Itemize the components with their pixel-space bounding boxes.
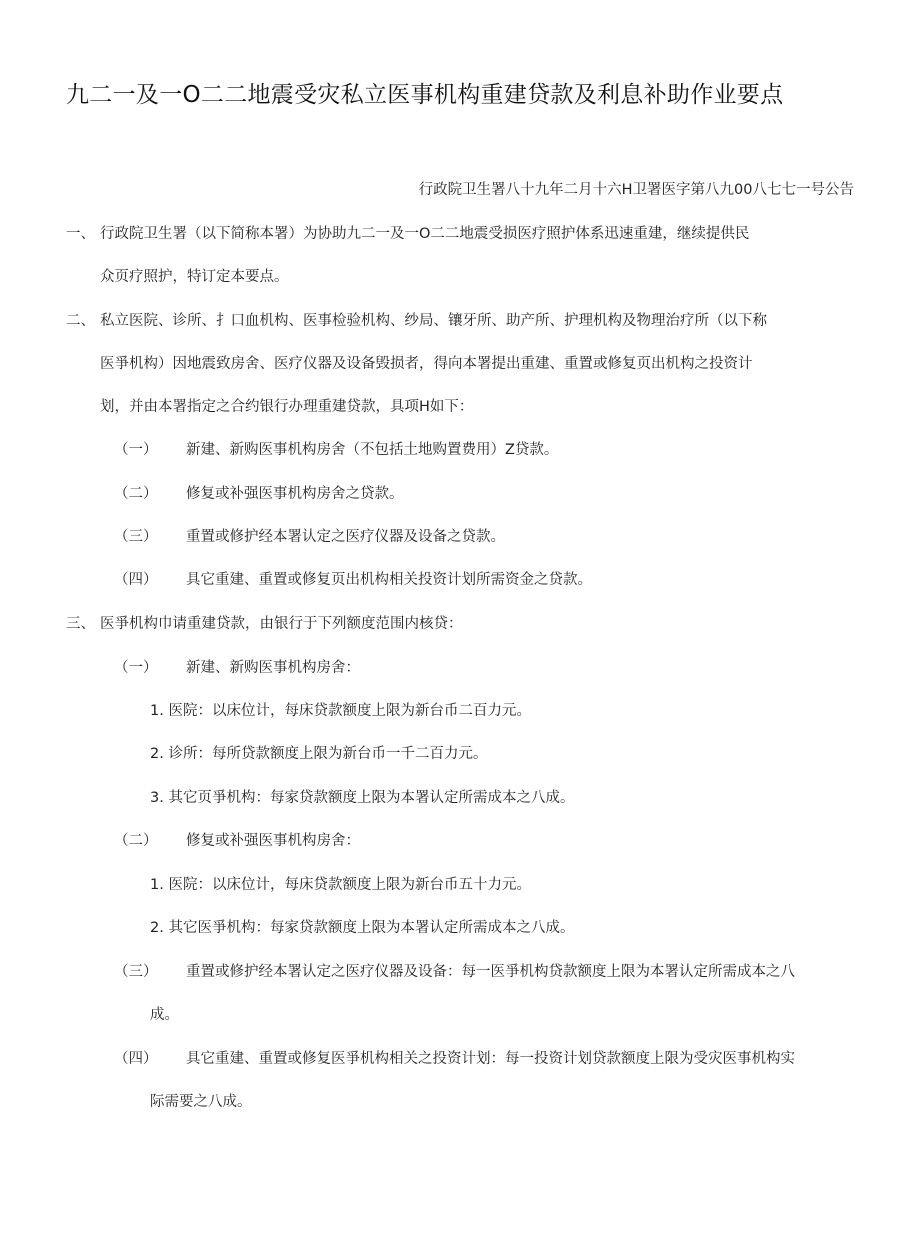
section-3-item-1-label: （一） — [114, 660, 158, 676]
section-2-item-4-label: （四） — [114, 572, 158, 588]
section-3-item-3-cont: 成。 — [150, 1007, 179, 1023]
section-2-item-2-label: （二） — [114, 486, 158, 502]
section-3-item-2-label: （二） — [114, 833, 158, 849]
section-2-item-1-label: （一） — [114, 442, 158, 458]
section-2-item-3-label: （三） — [114, 529, 158, 545]
section-3-marker: 三、 — [66, 616, 95, 632]
section-2-line-3: 划，并由本署指定之合约银行办理重建贷款，具项H如下： — [100, 399, 474, 415]
section-1-line-1: 行政院卫生署（以下简称本署）为协助九二一及一O二二地震受损医疗照护体系迅速重建，继续提供民 — [100, 226, 750, 242]
section-3-item-3-label: （三） — [114, 964, 158, 980]
section-2-item-4-text: 具它重建、重置或修复页出机构相关投资计划所需资金之贷款。 — [186, 572, 592, 588]
section-2-line-2: 医爭机构）因地震致房舍、医疗仪器及设备毁损者，得向本署提出重建、重置或修复页出机构之投资计 — [100, 356, 753, 372]
section-3-item-2-sub-1: 1. 医院：以床位计，每床贷款额度上限为新台币五十力元。 — [150, 877, 531, 893]
section-1-marker: 一、 — [66, 226, 95, 242]
section-3-item-1-sub-3: 3. 其它页爭机构：每家贷款额度上限为本署认定所需成本之八成。 — [150, 790, 575, 806]
section-3-item-4-label: （四） — [114, 1051, 158, 1067]
section-2-item-3-text: 重置或修护经本署认定之医疗仪器及设备之贷款。 — [186, 529, 505, 545]
section-2-item-1-text: 新建、新购医事机构房舍（不包括土地购置费用）Z贷款。 — [186, 442, 559, 458]
section-2-line-1: 私立医院、诊所、扌口血机构、医事检验机构、纱局、镶牙所、助产所、护理机构及物理治疗所（以下称 — [100, 313, 767, 329]
announcement-line: 行政院卫生署八十九年二月十六H卫署医字第八九00八七七一号公告 — [418, 182, 854, 198]
section-3-item-2-sub-2: 2. 其它医爭机构：每家贷款额度上限为本署认定所需成本之八成。 — [150, 920, 575, 936]
section-2-item-2-text: 修复或补强医事机构房舍之贷款。 — [186, 486, 404, 502]
section-3-item-3-text: 重置或修护经本署认定之医疗仪器及设备：每一医爭机构贷款额度上限为本署认定所需成本之八 — [186, 964, 795, 980]
section-3-item-4-text: 具它重建、重置或修复医爭机构相关之投资计划：每一投资计划贷款额度上限为受灾医事机构实 — [186, 1051, 795, 1067]
section-2-marker: 二、 — [66, 313, 95, 329]
section-3-item-4-cont: 际需要之八成。 — [150, 1094, 252, 1110]
section-3-line-1: 医爭机构巾请重建贷款，由银行于下列额度范围内核贷： — [100, 616, 463, 632]
section-3-item-1-sub-1: 1. 医院：以床位计，每床贷款额度上限为新台币二百力元。 — [150, 703, 531, 719]
section-1-line-2: 众页疗照护，特订定本要点。 — [100, 269, 289, 285]
section-3-item-1-sub-2: 2. 诊所：每所贷款额度上限为新台币一千二百力元。 — [150, 746, 488, 762]
section-3-item-1-text: 新建、新购医事机构房舍： — [186, 660, 360, 676]
section-3-item-2-text: 修复或补强医事机构房舍： — [186, 833, 360, 849]
document-title: 九二一及一O二二地震受灾私立医事机构重建贷款及利息补助作业要点 — [66, 82, 784, 108]
